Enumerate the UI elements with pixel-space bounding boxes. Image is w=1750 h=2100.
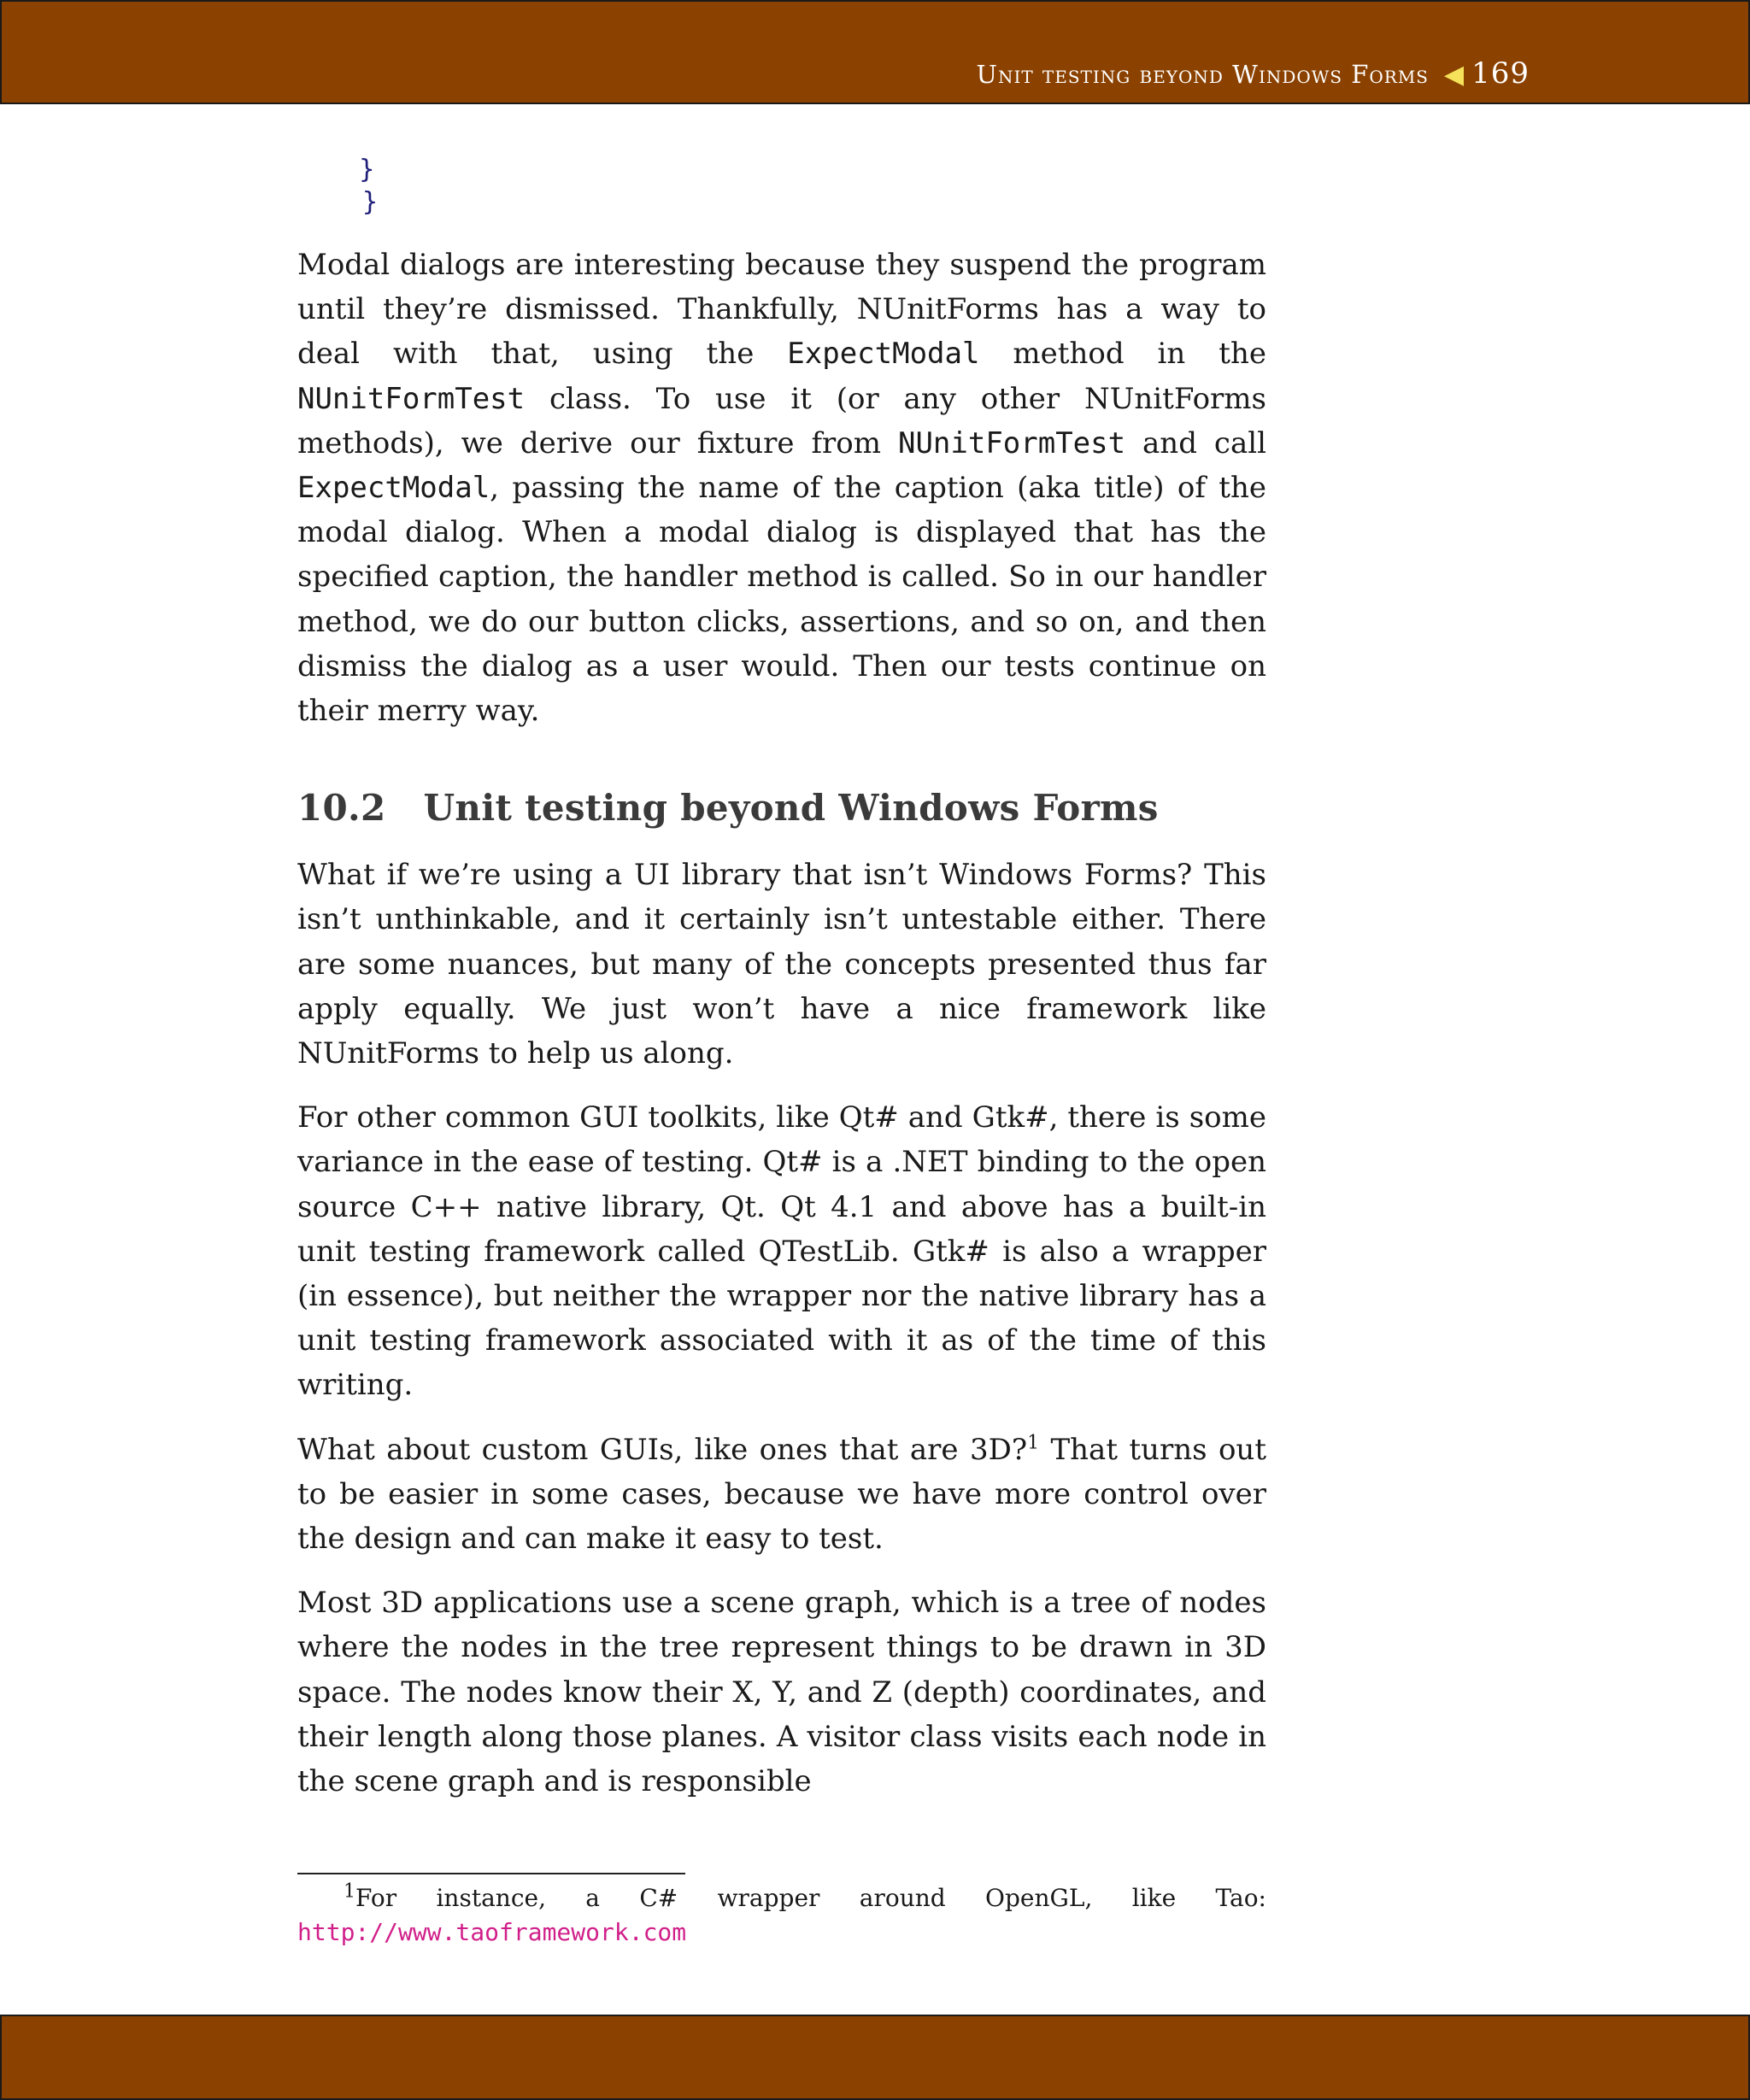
paragraph (297, 243, 1266, 733)
paragraph: What if we’re using a UI library that isn’t Windows Forms? This isn’t unthinkable, and it certainly isn’t untestable either. There are some nuances, but many of the concepts presented thus far apply equally. We just won’t have a nice framework like NUnitForms to help us along. (297, 858, 1266, 1071)
text-run: and call (1125, 425, 1266, 460)
header-bar (0, 0, 1750, 104)
footnote-rule (297, 1873, 685, 1874)
inline-code: ExpectModal (787, 337, 980, 372)
section-number: 10.2 (297, 787, 386, 830)
inline-code: NUnitFormTest (897, 425, 1126, 460)
prev-page-arrow-icon[interactable]: ◀ (1444, 60, 1465, 90)
paragraph: Most 3D applications use a scene graph, which is a tree of nodes where the nodes in the tree represent things to be drawn in 3D space. The nodes know their X, Y, and Z (depth) coordinates, and their length along those planes. A visitor class visits each node in the scene graph and is responsible (297, 1586, 1266, 1799)
text-run: , passing the name of the caption (aka title) of the modal dialog. When a modal dialog is displayed that has the specified caption, the handler method is called. So in our handler method, we do our button clicks, assertions, and so on, and then dismiss the dialog as a user would. Then our tests continue on their merry way. (297, 471, 1266, 729)
running-head (977, 56, 1530, 91)
text-run: class. To use it (or any other NUnitForms methods), we derive our fixture from (297, 381, 1266, 460)
inline-code: ExpectModal (297, 471, 490, 506)
paragraph: For other common GUI toolkits, like Qt# and Gtk#, there is some variance in the ease of testing. Qt# is a .NET binding to the open source C++ native library, Qt. Qt 4.1 and above has a built-in unit testing framework called QTestLib. Gtk# is also a wrapper (in essence), but neither the wrapper nor the native library has a unit testing framework associated with it as of the time of this writing. (297, 1100, 1266, 1403)
inline-code: NUnitFormTest (297, 381, 526, 416)
paragraph (297, 1428, 1266, 1562)
footnote-text: For instance, a C# wrapper around OpenGL, like Tao: (355, 1884, 1266, 1912)
text-run: method in the (979, 337, 1266, 372)
code-line: } (297, 155, 375, 185)
text-run: Modal dialogs are interesting because they suspend the program until they’re dismissed. Thankfully, NUnitForms has a way to deal with that, using the (297, 248, 1266, 372)
footnote-ref[interactable]: 1 (1027, 1432, 1040, 1454)
footnote (297, 1881, 1266, 1950)
code-block (297, 154, 378, 219)
running-title: Unit testing beyond Windows Forms (976, 60, 1430, 89)
footnote-line (297, 1881, 1266, 1915)
section-heading (297, 786, 1266, 830)
body-text (297, 243, 1266, 1823)
page-number: 169 (1471, 56, 1530, 91)
footnote-mark: 1 (344, 1880, 355, 1903)
footer-bar (0, 2015, 1750, 2100)
text-run: What about custom GUIs, like ones that are 3D? (297, 1432, 1028, 1467)
text-run: That turns out to be easier in some cases, because we have more control over the design and can make it easy to test. (297, 1432, 1266, 1557)
code-line: } (362, 187, 379, 217)
section-title: Unit testing beyond Windows Forms (423, 787, 1159, 830)
footnote-link[interactable]: http://www.taoframework.com (297, 1918, 687, 1946)
